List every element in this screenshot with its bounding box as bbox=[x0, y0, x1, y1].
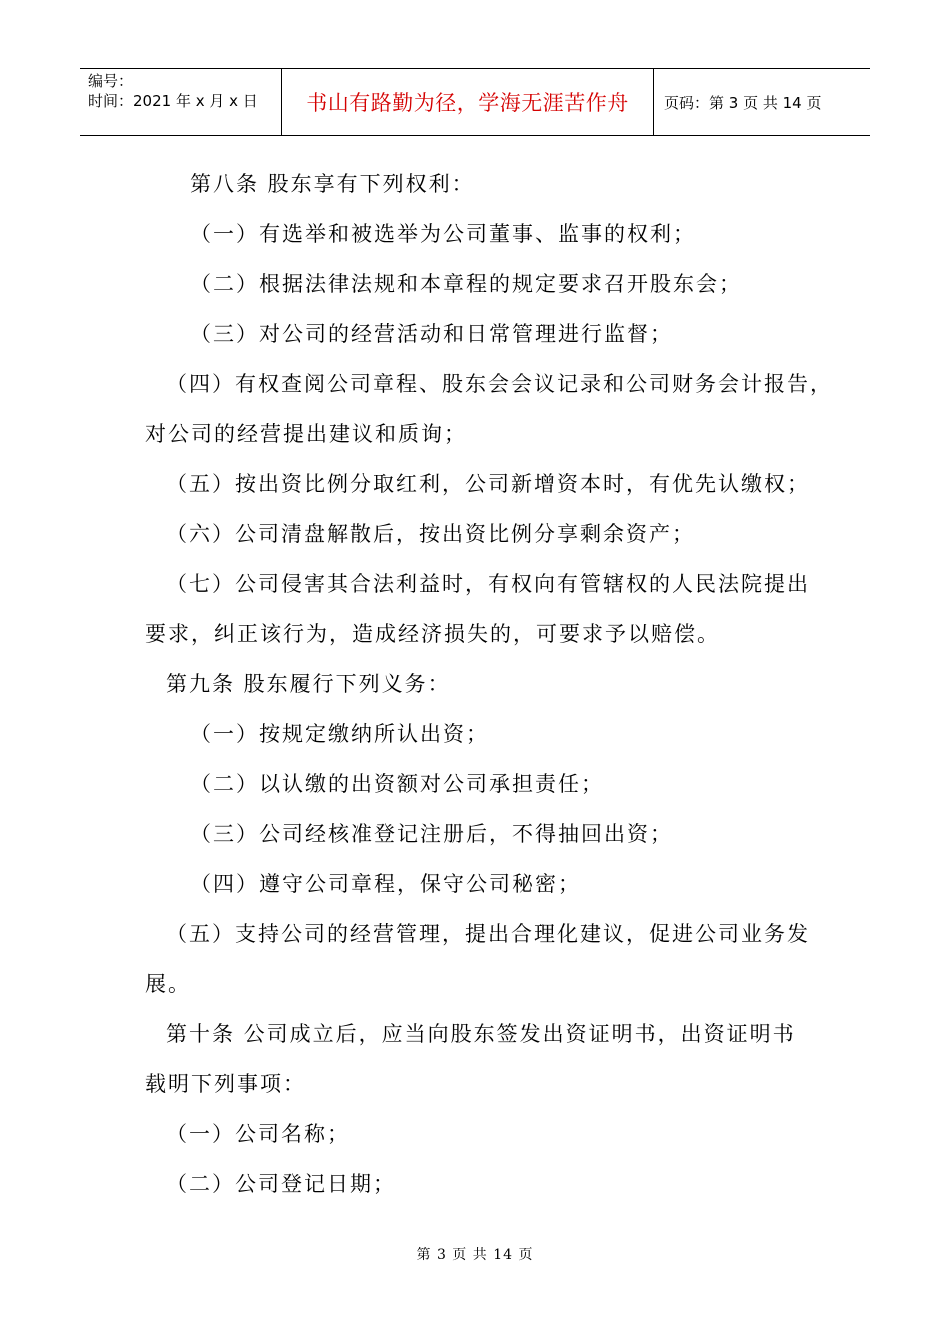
article-10-item-2: （二）公司登记日期； bbox=[166, 1172, 396, 1196]
article-8-item-4: （四）有权查阅公司章程、股东会会议记录和公司财务会计报告， bbox=[166, 372, 833, 396]
header-meta bbox=[80, 69, 282, 135]
article-10-heading-cont: 载明下列事项： bbox=[145, 1072, 306, 1096]
article-8-heading: 第八条 股东享有下列权利： bbox=[190, 172, 475, 196]
article-8-item-2: （二）根据法律法规和本章程的规定要求召开股东会； bbox=[190, 272, 742, 296]
article-8-item-1: （一）有选举和被选举为公司董事、监事的权利； bbox=[190, 222, 696, 246]
article-8-item-3: （三）对公司的经营活动和日常管理进行监督； bbox=[190, 322, 673, 346]
article-9-item-5-cont: 展。 bbox=[145, 972, 191, 996]
article-9-item-2: （二）以认缴的出资额对公司承担责任； bbox=[190, 772, 604, 796]
article-9-item-1: （一）按规定缴纳所认出资； bbox=[190, 722, 489, 746]
header-motto-cell bbox=[282, 69, 654, 135]
page-footer: 第 3 页 共 14 页 bbox=[416, 1247, 534, 1263]
header-motto: 书山有路勤为径，学海无涯苦作舟 bbox=[306, 91, 629, 115]
article-8-item-4-cont: 对公司的经营提出建议和质询； bbox=[145, 422, 467, 446]
article-8-item-5: （五）按出资比例分取红利，公司新增资本时，有优先认缴权； bbox=[166, 472, 810, 496]
article-10-heading: 第十条 公司成立后，应当向股东签发出资证明书，出资证明书 bbox=[166, 1022, 796, 1046]
article-9-item-5: （五）支持公司的经营管理，提出合理化建议，促进公司业务发 bbox=[166, 922, 810, 946]
article-8-item-7-cont: 要求，纠正该行为，造成经济损失的，可要求予以赔偿。 bbox=[145, 622, 720, 646]
article-8-item-6: （六）公司清盘解散后，按出资比例分享剩余资产； bbox=[166, 522, 695, 546]
article-9-item-4: （四）遵守公司章程，保守公司秘密； bbox=[190, 872, 581, 896]
header-page-number: 页码：第 3 页 共 14 页 bbox=[664, 93, 822, 112]
header-page-cell bbox=[654, 69, 870, 135]
article-9-item-3: （三）公司经核准登记注册后，不得抽回出资； bbox=[190, 822, 673, 846]
page-header bbox=[80, 68, 870, 136]
article-8-item-7: （七）公司侵害其合法利益时，有权向有管辖权的人民法院提出 bbox=[166, 572, 810, 596]
document-date-label: 时间：2021 年 x 月 x 日 bbox=[88, 92, 258, 110]
article-9-heading: 第九条 股东履行下列义务： bbox=[166, 672, 451, 696]
article-10-item-1: （一）公司名称； bbox=[166, 1122, 350, 1146]
document-number-label: 编号： bbox=[88, 72, 134, 90]
